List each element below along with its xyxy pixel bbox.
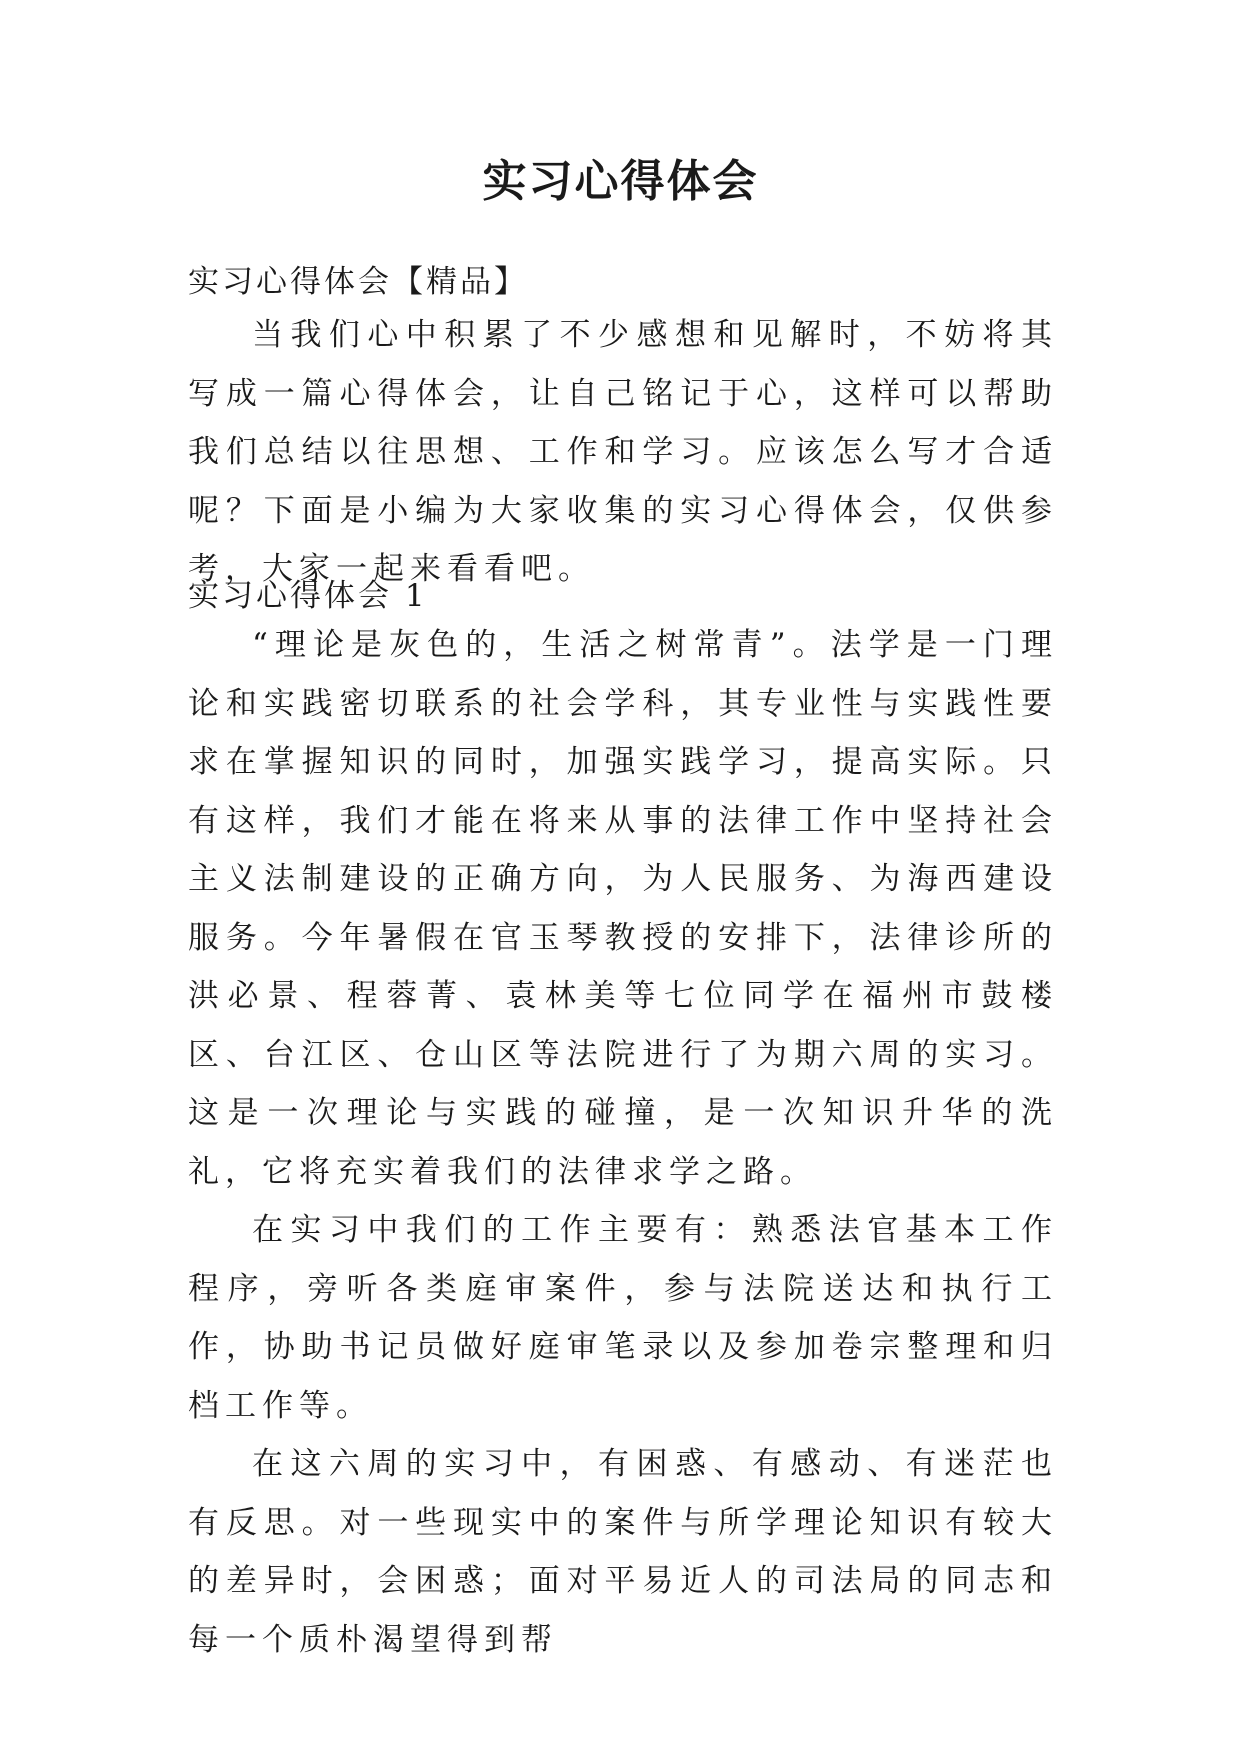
- section-1-paragraph-3: 在这六周的实习中，有困惑、有感动、有迷茫也有反思。对一些现实中的案件与所学理论知识有较大的差异时，会困惑；面对平易近人的司法局的同志和每一个质朴渴望得到帮: [188, 1446, 1058, 1658]
- section-1-body: [188, 616, 1058, 1669]
- section-1-paragraph-1: “理论是灰色的，生活之树常青”。法学是一门理论和实践密切联系的社会学科，其专业性与实践性要求在掌握知识的同时，加强实践学习，提高实际。只有这样，我们才能在将来从事的法律工作中坚持社会主义法制建设的正确方向，为人民服务、为海西建设服务。今年暑假在官玉琴教授的安排下，法律诊所的洪必景、程蓉菁、袁林美等七位同学在福州市鼓楼区、台江区、仓山区等法院进行了为期六周的实习。这是一次理论与实践的碰撞，是一次知识升华的洗礼，它将充实着我们的法律求学之路。: [188, 627, 1058, 1190]
- document-title: 实习心得体会: [482, 156, 759, 207]
- intro-paragraph: 当我们心中积累了不少感想和见解时，不妨将其写成一篇心得体会，让自己铭记于心，这样可以帮助我们总结以往思想、工作和学习。应该怎么写才合适呢？下面是小编为大家收集的实习心得体会，仅供参考，大家一起来看看吧。: [188, 317, 1058, 587]
- section-1-paragraph-2: 在实习中我们的工作主要有：熟悉法官基本工作程序，旁听各类庭审案件，参与法院送达和执行工作，协助书记员做好庭审笔录以及参加卷宗整理和归档工作等。: [188, 1212, 1058, 1424]
- section-1-heading: 实习心得体会 1: [188, 578, 428, 614]
- intro-heading: 实习心得体会【精品】: [188, 264, 528, 300]
- intro-section: [188, 306, 1058, 599]
